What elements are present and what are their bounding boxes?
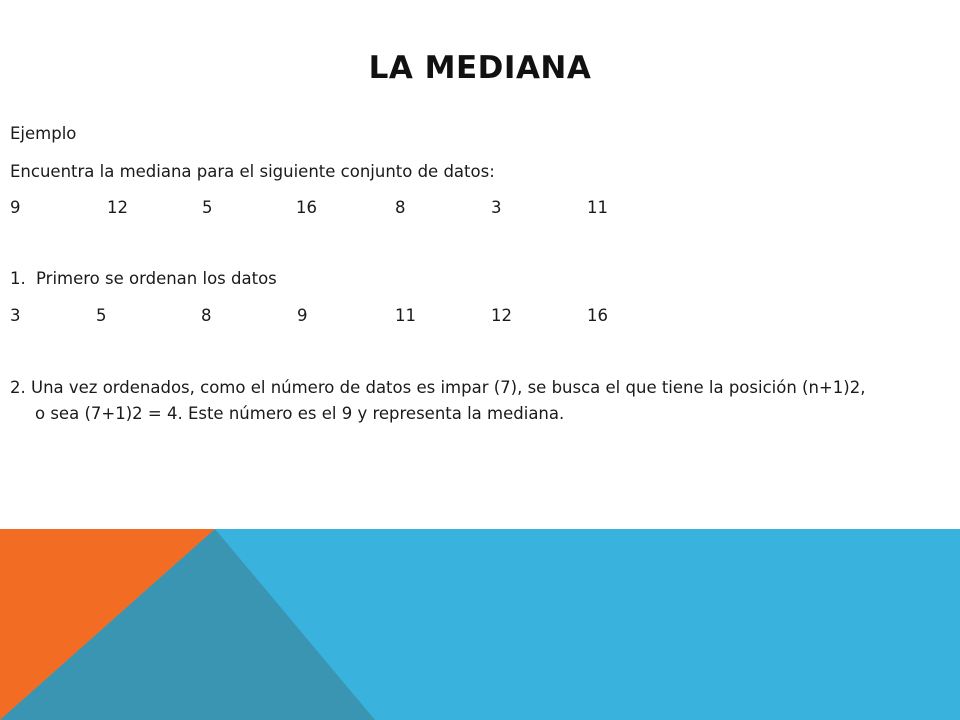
sorted-value: 3 <box>10 306 21 325</box>
data-value: 3 <box>491 198 502 217</box>
data-value: 16 <box>296 198 317 217</box>
slide-title: LA MEDIANA <box>368 50 592 86</box>
sorted-value: 9 <box>297 306 308 325</box>
sorted-value: 5 <box>96 306 107 325</box>
sorted-value: 12 <box>491 306 512 325</box>
sorted-value: 8 <box>201 306 212 325</box>
data-value: 11 <box>587 198 608 217</box>
step-2-line-2: o sea (7+1)2 = 4. Este número es el 9 y representa la mediana. <box>35 404 565 423</box>
data-set-row <box>10 198 950 222</box>
sorted-set-row <box>10 306 950 330</box>
data-value: 12 <box>107 198 128 217</box>
data-value: 9 <box>10 198 21 217</box>
step-2-paragraph <box>10 375 945 427</box>
step-2-line-1: 2. Una vez ordenados, como el número de datos es impar (7), se busca el que tiene la posición (n+1)2, <box>10 378 866 397</box>
step-1-number: 1. <box>10 269 26 288</box>
example-label: Ejemplo <box>10 124 77 143</box>
footer-graphic <box>0 529 960 720</box>
step-1-text: Primero se ordenan los datos <box>36 269 277 288</box>
sorted-value: 16 <box>587 306 608 325</box>
data-value: 5 <box>202 198 213 217</box>
step-1 <box>10 269 950 293</box>
decorative-footer-band <box>0 529 960 720</box>
instruction-text: Encuentra la mediana para el siguiente conjunto de datos: <box>10 162 495 181</box>
sorted-value: 11 <box>395 306 416 325</box>
data-value: 8 <box>395 198 406 217</box>
